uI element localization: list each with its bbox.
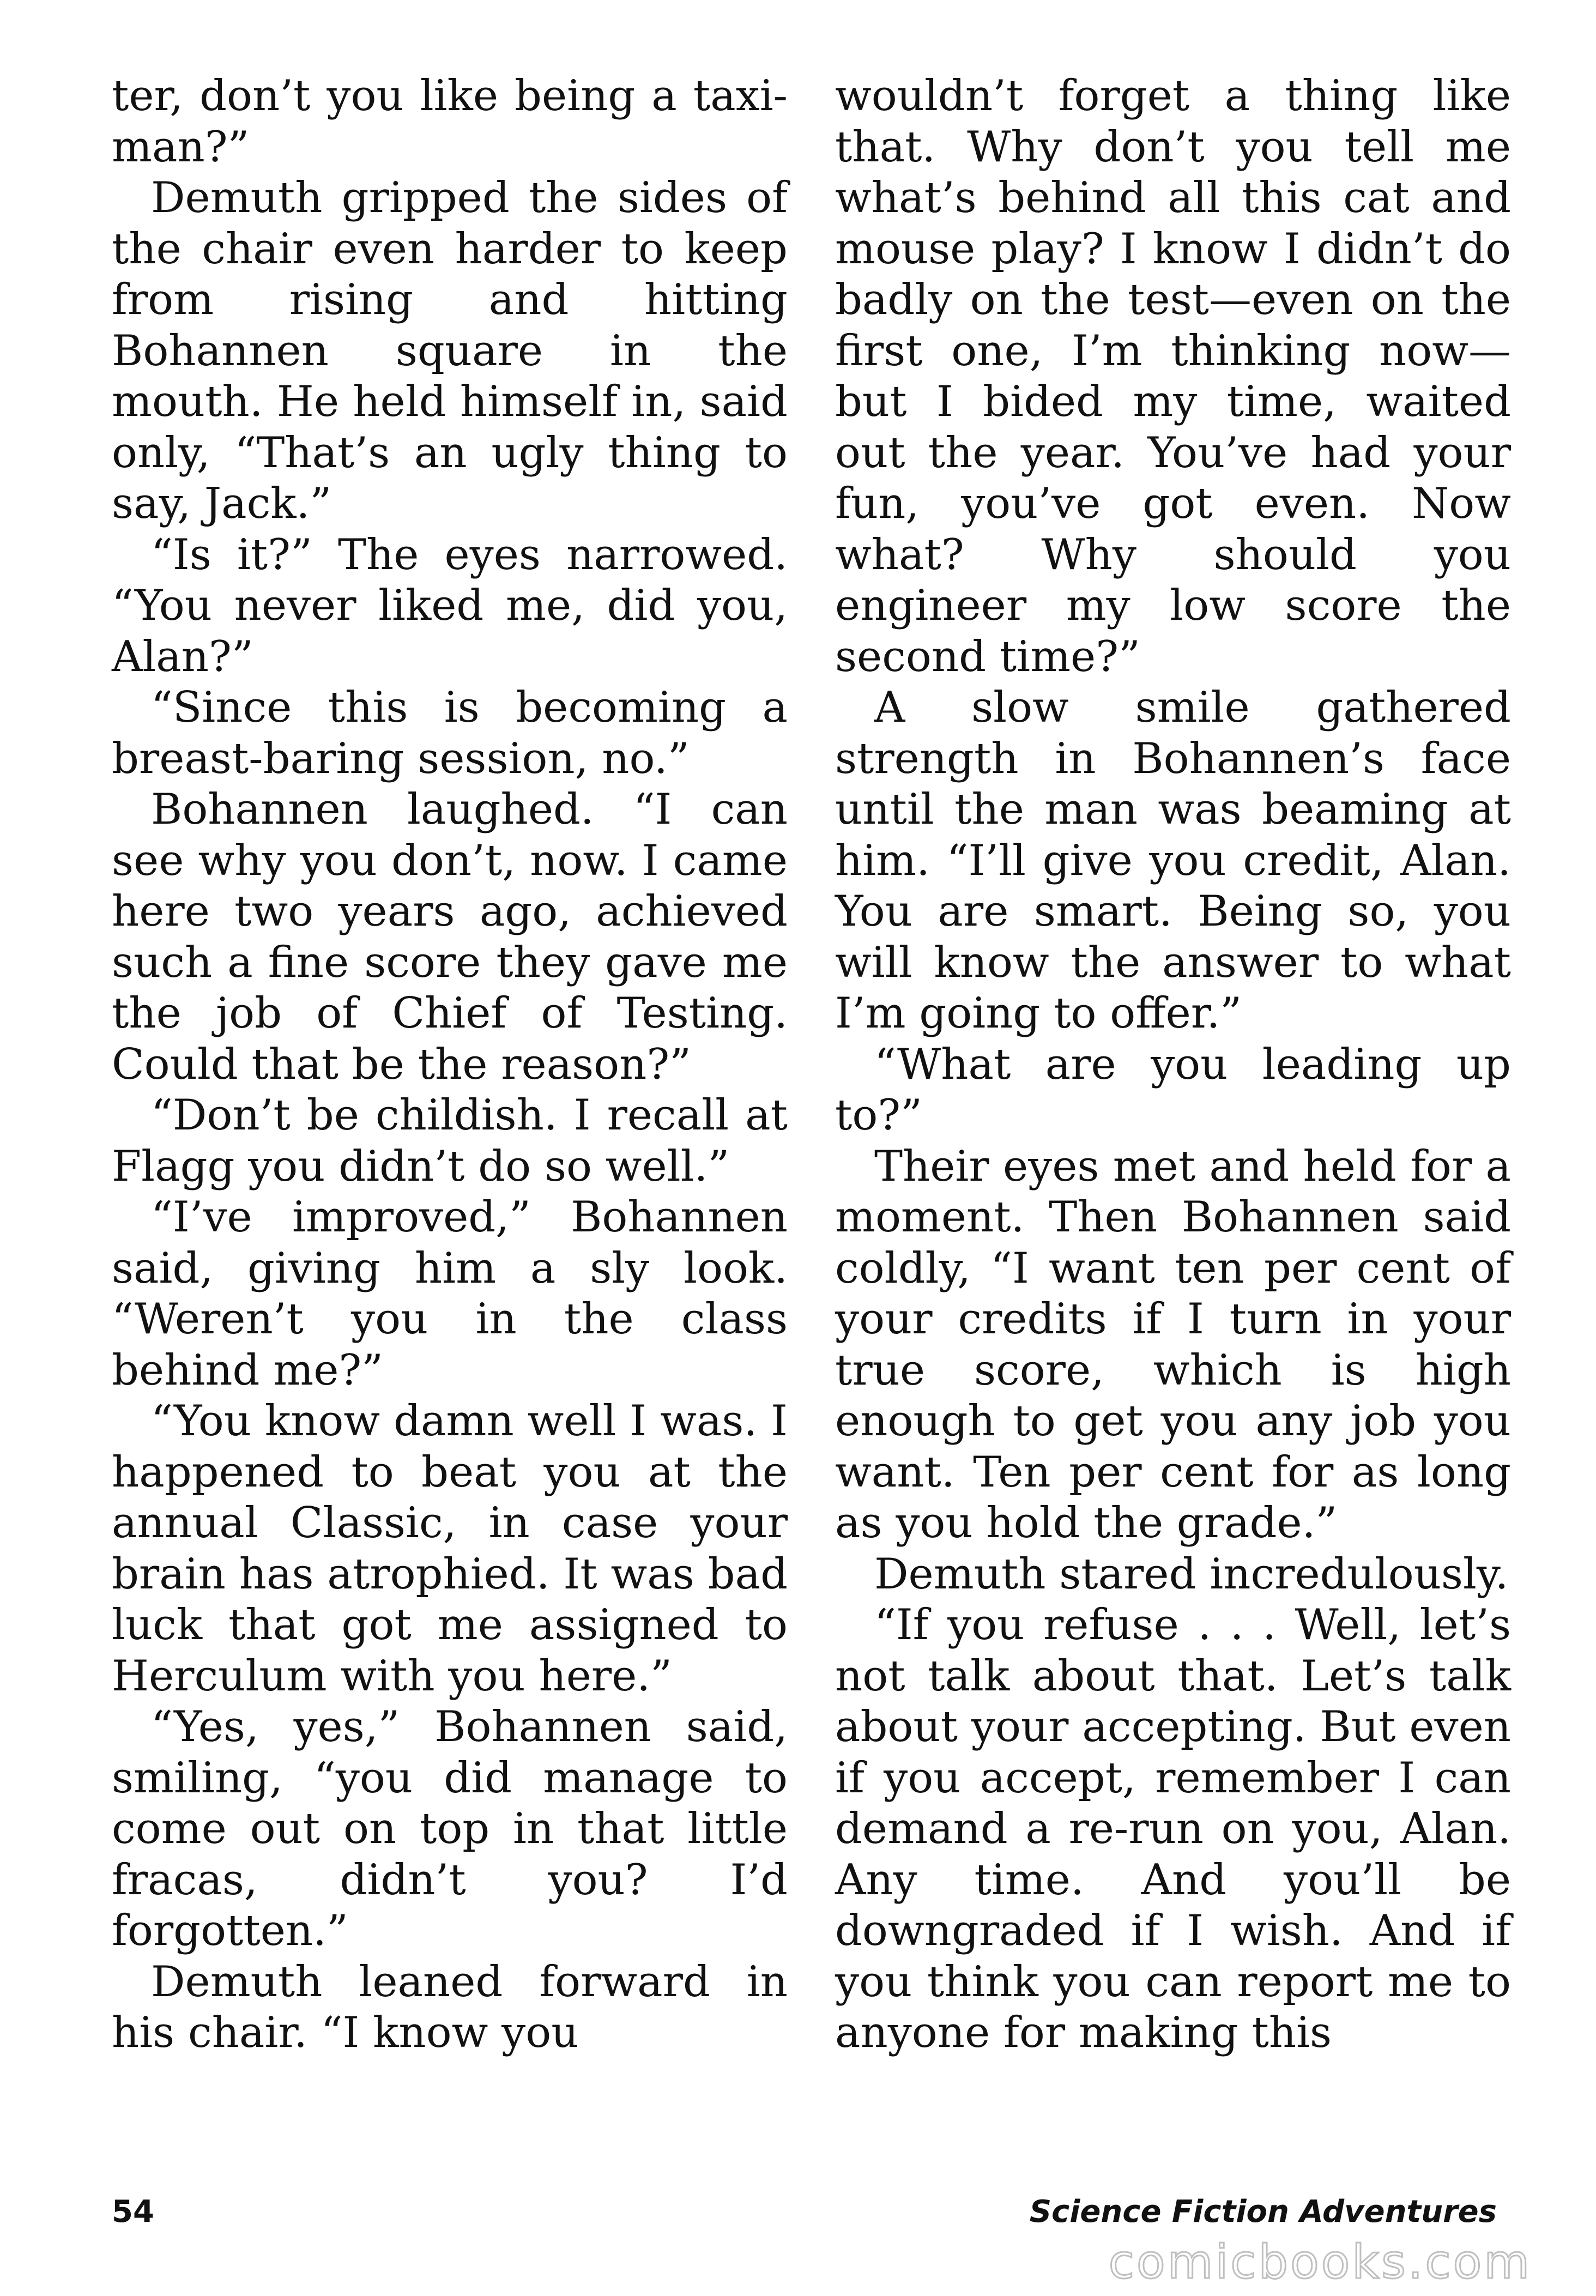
watermark: comicbooks.com [1108,2235,1532,2289]
paragraph: ter, don’t you like being a taxi-man?” [112,71,788,172]
paragraph: Demuth stared incredulously. [874,1549,1509,1599]
paragraph: “Yes, yes,” Bohannen said, smiling, “you did manage to come out on top in that little fracas, didn’t you? I’d forgotten.” [112,1702,788,1955]
paragraph: Their eyes met and held for a moment. Then Bohannen said coldly, “I want ten per cent of your credits if I turn in your true score, which is high enough to get you any job you want. Ten per cent for as long as you hold the grade.” [835,1141,1511,1548]
running-title: Science Fiction Adventures [1029,2194,1497,2229]
text-column-right [835,71,1511,2059]
paragraph: “Don’t be childish. I recall at Flagg you didn’t do so well.” [112,1091,788,1191]
paragraph: “Since this is becoming a breast-baring session, no.” [112,683,788,783]
paragraph: Demuth leaned forward in his chair. “I know you [112,1957,788,2057]
paragraph: “Is it?” The eyes narrowed. “You never liked me, did you, Alan?” [112,530,788,681]
paragraph: Demuth gripped the sides of the chair even harder to keep from rising and hitting Bohannen square in the mouth. He held himself in, said only, “That’s an ugly thing to say, Jack.” [112,173,788,528]
paragraph: “What are you leading up to?” [835,1040,1511,1140]
paragraph: Bohannen laughed. “I can see why you don’t, now. I came here two years ago, achieved such a fine score they gave me the job of Chief of Testing. Could that be the reason?” [112,785,788,1089]
paragraph: “I’ve improved,” Bohannen said, giving him a sly look. “Weren’t you in the class behind me?” [112,1193,788,1395]
text-column-left [112,71,788,2059]
paragraph: A slow smile gathered strength in Bohannen’s face until the man was beaming at him. “I’ll give you credit, Alan. You are smart. Being so, you will know the answer to what I’m going to offer.” [835,683,1511,1038]
page-number: 54 [112,2194,154,2229]
paragraph: wouldn’t forget a thing like that. Why don’t you tell me what’s behind all this cat and mouse play? I know I didn’t do badly on the test—even on the first one, I’m thinking now—but I bided my time, waited out the year. You’ve had your fun, you’ve got even. Now what? Why should you engineer my low score the second time?” [835,71,1511,681]
paragraph: “If you refuse . . . Well, let’s not talk about that. Let’s talk about your accepting. But even if you accept, remember I can demand a re-run on you, Alan. Any time. And you’ll be downgraded if I wish. And if you think you can report me to anyone for making this [835,1600,1511,2057]
paragraph: “You know damn well I was. I happened to beat you at the annual Classic, in case your brain has atrophied. It was bad luck that got me assigned to Herculum with you here.” [112,1397,788,1701]
